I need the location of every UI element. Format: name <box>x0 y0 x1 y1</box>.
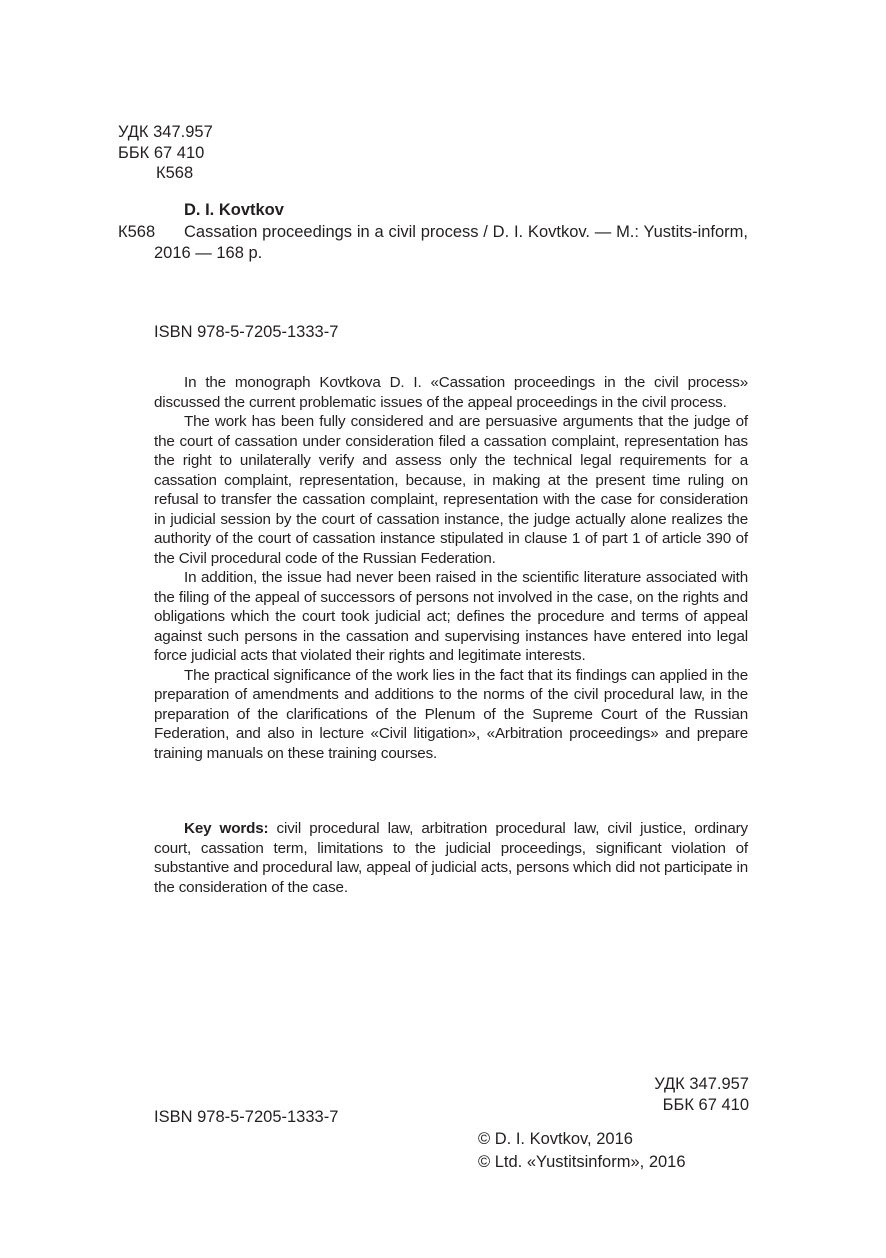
abstract-paragraph: In addition, the issue had never been raised in the scientific literature associated with the filing of the appeal of successors of persons not involved in the case, on the rights and obligations which the court took judicial act; defines the procedure and terms of appeal against such persons in the cassation and supervising instances have entered into legal force judicial acts that violated their rights and legitimate interests. <box>154 569 748 664</box>
author-name: D. I. Kovtkov <box>184 201 284 219</box>
entry-author-mark: К568 <box>118 223 156 241</box>
keywords-text: civil procedural law, arbitration procedural law, civil justice, ordinary court, cassation term, limitations to the judicial proceedings, significant violation of substantive and procedural law, appeal of judicial acts, persons which did not participate in the consideration of the case. <box>154 820 748 896</box>
isbn-bottom: ISBN 978-5-7205-1333-7 <box>154 1108 339 1126</box>
abstract-paragraph: The practical significance of the work lies in the fact that its findings can applied in the preparation of amendments and additions to the norms of the civil procedural law, in the preparation of the clarifications of the Plenum of the Supreme Court of the Russian Federation, and also in lecture «Civil litigation», «Arbitration proceedings» and prepare training manuals on these training courses. <box>154 666 748 762</box>
classification-codes <box>118 122 213 184</box>
bbk-code: ББК 67 410 <box>118 143 205 162</box>
bottom-udk-code: УДК 347.957 <box>654 1075 749 1093</box>
abstract-paragraph: In the monograph Kovtkova D. I. «Cassation proceedings in the civil process» discussed the current problematic issues of the appeal proceedings in the civil process. <box>154 374 748 411</box>
bottom-classification-codes <box>654 1074 749 1115</box>
copyright-publisher: © Ltd. «Yustitsinform», 2016 <box>478 1153 686 1171</box>
udk-code: УДК 347.957 <box>118 123 213 141</box>
keywords-label: Key words: <box>184 820 269 837</box>
author-mark: К568 <box>156 164 194 182</box>
isbn-top: ISBN 978-5-7205-1333-7 <box>154 323 339 341</box>
copyright-block <box>478 1128 686 1174</box>
keywords <box>154 819 748 897</box>
copyright-author: © D. I. Kovtkov, 2016 <box>478 1130 633 1148</box>
abstract <box>154 373 748 763</box>
bottom-bbk-code: ББК 67 410 <box>662 1095 749 1114</box>
abstract-paragraph: The work has been fully considered and are persuasive arguments that the judge of the court of cassation under consideration filed a cassation complaint, representation has the right to unilaterally verify and assess only the technical legal requirements for a cassation complaint, representation, because, in making at the present time ruling on refusal to transfer the cassation complaint, representation with the case for consideration in judicial session by the court of cassation instance, the judge actually alone realizes the authority of the court of cassation instance stipulated in clause 1 of part 1 of article 390 of the Civil procedural code of the Russian Federation. <box>154 413 748 567</box>
keywords-paragraph <box>154 819 748 897</box>
bibliographic-entry: Cassation proceedings in a civil process / D. I. Kovtkov. — M.: Yustits-inform, 2016 — 168 p. <box>154 223 748 262</box>
